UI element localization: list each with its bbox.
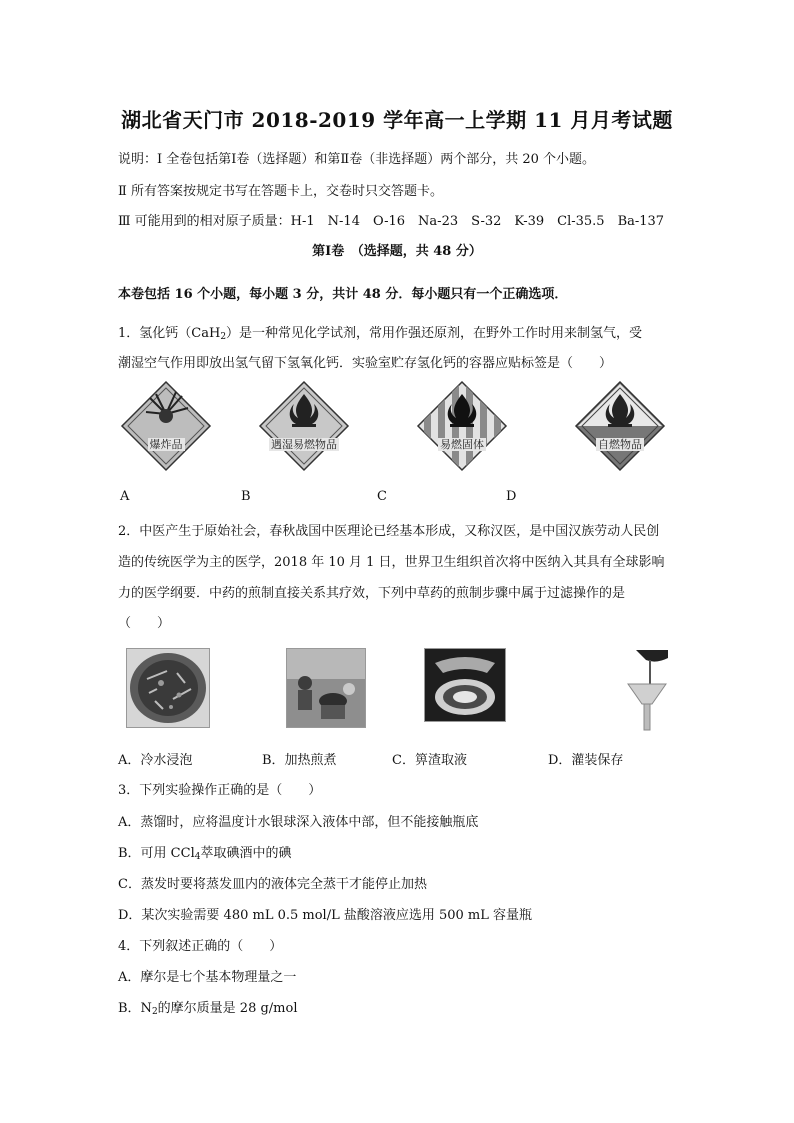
section-intro: 本卷包括 16 个小题，每小题 3 分，共计 48 分．每小题只有一个正确选项． bbox=[118, 287, 568, 302]
q3-option-c: C．蒸发时要将蒸发皿内的液体完全蒸干才能停止加热 bbox=[118, 877, 427, 892]
q4-option-a: A．摩尔是七个基本物理量之一 bbox=[118, 970, 297, 985]
option-letter-b: B bbox=[241, 489, 251, 504]
sign-label-water-reactive: 遇湿易燃物品 bbox=[271, 438, 337, 451]
q2-line-3: 力的医学纲要．中药的煎制直接关系其疗效，下列中草药的煎制步骤中属于过滤操作的是 bbox=[118, 586, 626, 601]
sign-label-flammable-solid: 易燃固体 bbox=[440, 438, 484, 451]
q3-stem: 3．下列实验操作正确的是（ ） bbox=[118, 783, 322, 798]
q3-option-b: B．可用 CCl$_4$萃取碘酒中的碘 bbox=[118, 846, 292, 862]
q2-option-d: D．灌装保存 bbox=[548, 753, 624, 768]
photo-bottling bbox=[622, 648, 672, 732]
hazard-sign-flammable-solid bbox=[416, 380, 508, 472]
photo-heating-boiling bbox=[286, 648, 366, 728]
note-3: Ⅲ 可能用到的相对原子质量：H-1 N-14 O-16 Na-23 S-32 K-39 Cl-35.5 Ba-137 bbox=[118, 214, 665, 229]
sign-label-explosive: 爆炸品 bbox=[149, 438, 183, 451]
flame-icon bbox=[416, 380, 508, 472]
q1-line-1: 1．氢化钙（CaH$_2$）是一种常见化学试剂，常用作强还原剂，在野外工作时用来制氢气，受 bbox=[118, 326, 643, 342]
q2-option-a: A．冷水浸泡 bbox=[118, 753, 193, 768]
page-title: 湖北省天门市 2018-2019 学年高一上学期 11 月月考试题 bbox=[121, 108, 673, 132]
option-letter-a: A bbox=[120, 489, 130, 504]
q3-option-a: A．蒸馏时，应将温度计水银球深入液体中部，但不能接触瓶底 bbox=[118, 815, 479, 830]
flame-icon bbox=[574, 380, 666, 472]
explosion-icon bbox=[120, 380, 212, 472]
section-title: 第Ⅰ卷 （选择题，共 48 分） bbox=[312, 244, 482, 259]
q3-option-d: D．某次实验需要 480 mL 0.5 mol/L 盐酸溶液应选用 500 mL 容量瓶 bbox=[118, 908, 533, 923]
note-1: 说明：Ⅰ 全卷包括第Ⅰ卷（选择题）和第Ⅱ卷（非选择题）两个部分，共 20 个小题。 bbox=[118, 152, 596, 167]
option-letter-d: D bbox=[506, 489, 517, 504]
flame-icon bbox=[258, 380, 350, 472]
q2-line-4: （ ） bbox=[118, 616, 171, 631]
hazard-sign-water-reactive bbox=[258, 380, 350, 472]
q2-line-1: 2．中医产生于原始社会，春秋战国中医理论已经基本形成，又称汉医，是中国汉族劳动人民创 bbox=[118, 524, 660, 539]
q2-option-b: B．加热煎煮 bbox=[262, 753, 337, 768]
option-letter-c: C bbox=[377, 489, 387, 504]
note-2: Ⅱ 所有答案按规定书写在答题卡上，交卷时只交答题卡。 bbox=[118, 184, 443, 199]
q2-line-2: 造的传统医学为主的医学，2018 年 10 月 1 日，世界卫生组织首次将中医纳入其具有全球影响 bbox=[118, 555, 665, 570]
sign-label-spontaneous: 自燃物品 bbox=[598, 438, 642, 451]
q2-option-c: C．箅渣取液 bbox=[392, 753, 467, 768]
photo-herbs-soaking bbox=[126, 648, 210, 728]
q4-stem: 4．下列叙述正确的（ ） bbox=[118, 939, 283, 954]
q1-line-2: 潮湿空气作用即放出氢气留下氢氧化钙．实验室贮存氢化钙的容器应贴标签是（ ） bbox=[118, 356, 613, 371]
q4-option-b: B．$N_2$的摩尔质量是 28 g/mol bbox=[118, 1001, 298, 1017]
hazard-sign-spontaneous bbox=[574, 380, 666, 472]
photo-straining-liquid bbox=[424, 648, 506, 722]
hazard-sign-explosive bbox=[120, 380, 212, 472]
